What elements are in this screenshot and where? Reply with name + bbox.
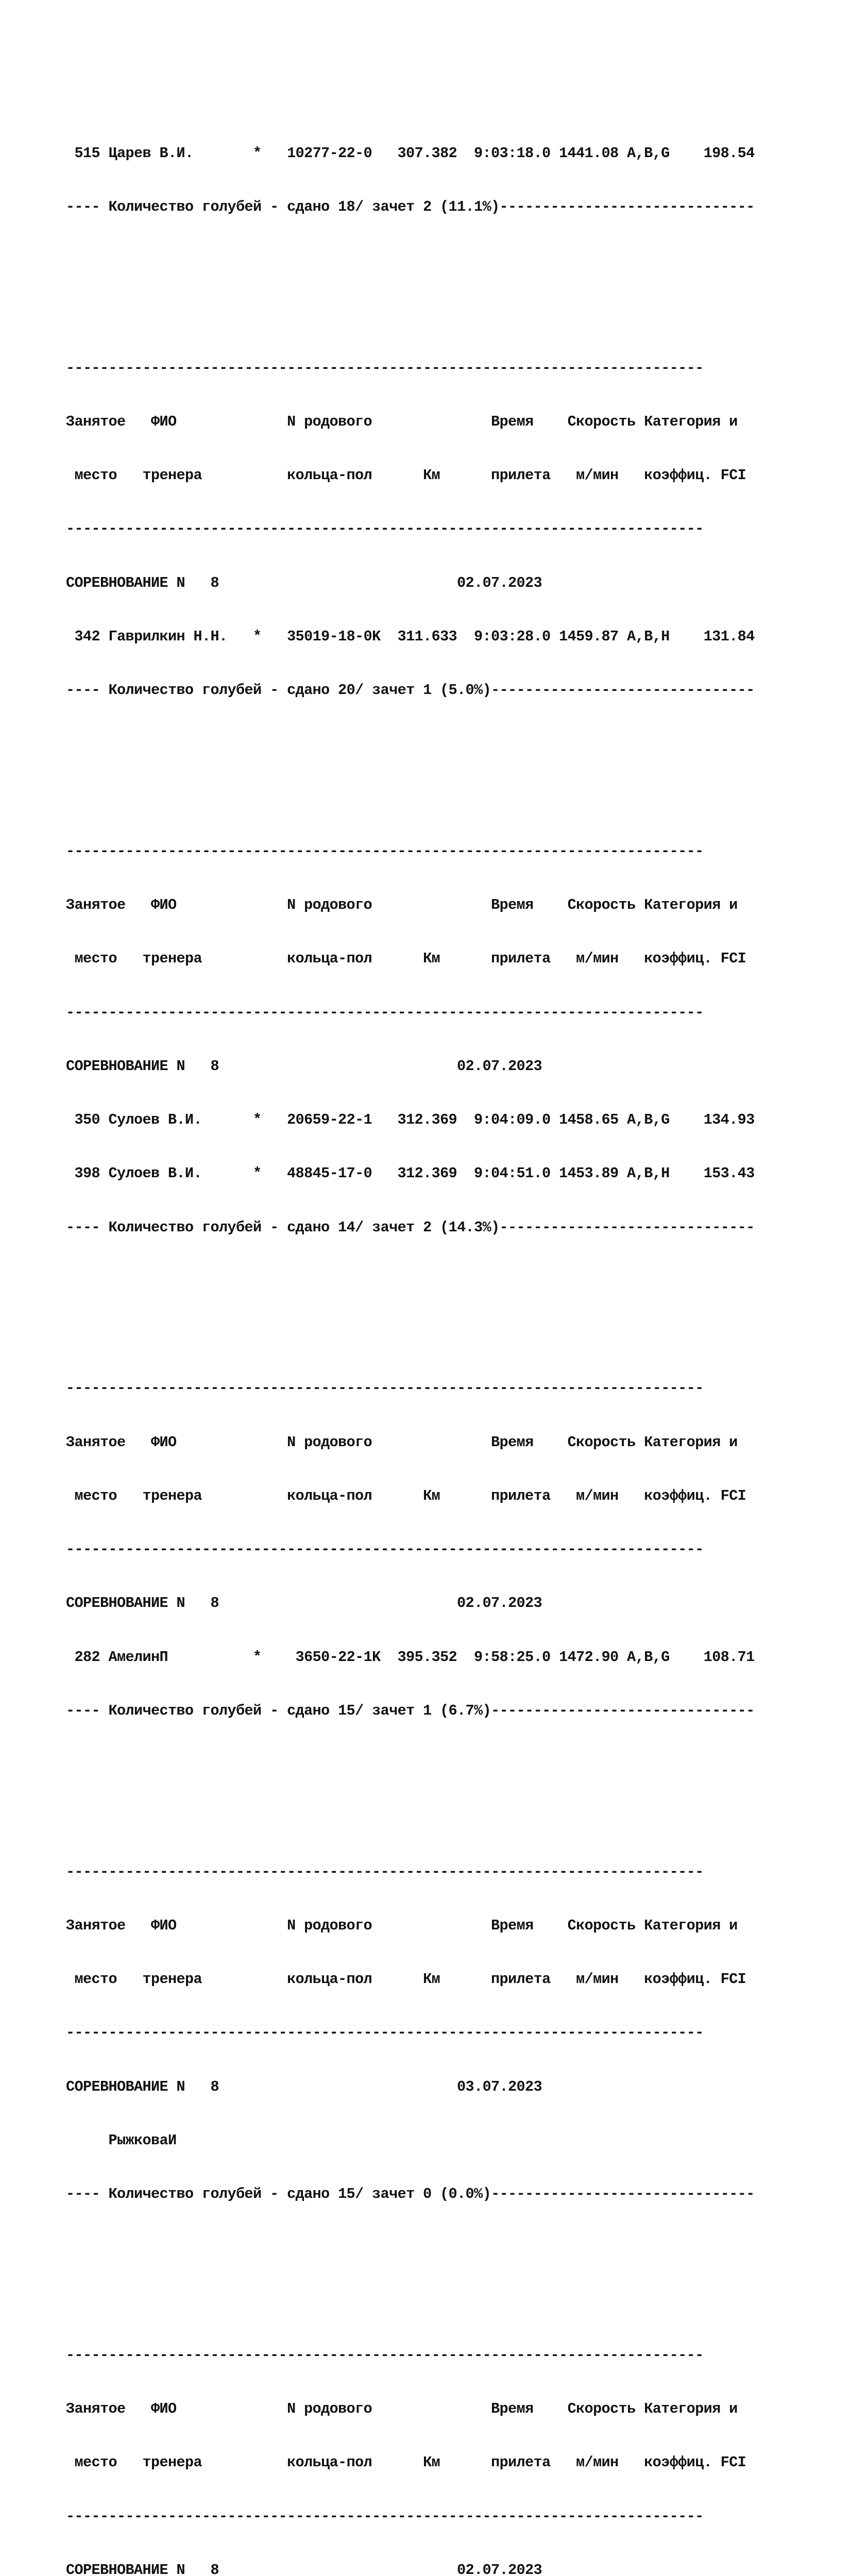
competition-section [66,1344,844,1756]
dash-separator: --------------------------------------------------------------------------- [66,520,704,538]
summary-line: ---- Количество голубей - сдано 15/ зачет 0 (0.0%)------------------------------- [66,2185,755,2202]
summary-line: ---- Количество голубей - сдано 14/ зачет 2 (14.3%)------------------------------ [66,1218,755,1236]
dash-separator: --------------------------------------------------------------------------- [66,1004,704,1021]
competition-section [66,807,844,1273]
result-row: 342 Гаврилкин Н.Н. * 35019-18-0K 311.633 9:03:28.0 1459.87 A,B,H 131.84 [66,628,755,645]
column-header-row2: место тренера кольца-пол Км прилета м/мин коэффиц. FCI [66,467,746,484]
result-row: 398 Сулоев В.И. * 48845-17-0 312.369 9:04:51.0 1453.89 A,B,H 153.43 [66,1165,755,1182]
dash-separator: --------------------------------------------------------------------------- [66,2024,704,2042]
competition-title: СОРЕВНОВАНИЕ N 8 02.07.2023 [66,1057,542,1075]
competition-section [66,1827,844,2239]
column-header-row2: место тренера кольца-пол Км прилета м/мин коэффиц. FCI [66,1487,746,1504]
result-row: 350 Сулоев В.И. * 20659-22-1 312.369 9:04:09.0 1458.65 A,B,G 134.93 [66,1111,755,1128]
dash-separator: --------------------------------------------------------------------------- [66,1863,704,1880]
summary-line: ---- Количество голубей - сдано 18/ зачет 2 (11.1%)------------------------------ [66,198,755,215]
result-row: 282 АмелинП * 3650-22-1K 395.352 9:58:25.0 1472.90 A,B,G 108.71 [66,1648,755,1666]
column-header-row1: Занятое ФИО N родового Время Скорость Категория и [66,1433,738,1451]
column-header-row1: Занятое ФИО N родового Время Скорость Категория и [66,2400,738,2417]
dash-separator: --------------------------------------------------------------------------- [66,2507,704,2525]
dash-separator: --------------------------------------------------------------------------- [66,1541,704,1558]
column-header-row1: Занятое ФИО N родового Время Скорость Категория и [66,413,738,430]
dash-separator: --------------------------------------------------------------------------- [66,359,704,377]
results-report [66,37,844,2576]
competition-section [66,2311,844,2576]
competition-title: СОРЕВНОВАНИЕ N 8 03.07.2023 [66,2078,542,2095]
dash-separator: --------------------------------------------------------------------------- [66,1380,704,1397]
column-header-row1: Занятое ФИО N родового Время Скорость Категория и [66,896,738,913]
result-row: РыжковаИ [66,2131,177,2149]
column-header-row1: Занятое ФИО N родового Время Скорость Категория и [66,1917,738,1934]
competition-title: СОРЕВНОВАНИЕ N 8 02.07.2023 [66,1595,542,1612]
top-block [66,109,844,252]
column-header-row2: место тренера кольца-пол Км прилета м/мин коэффиц. FCI [66,1971,746,1988]
summary-line: ---- Количество голубей - сдано 20/ зачет 1 (5.0%)------------------------------- [66,682,755,699]
summary-line: ---- Количество голубей - сдано 15/ зачет 1 (6.7%)------------------------------- [66,1702,755,1719]
result-row: 515 Царев В.И. * 10277-22-0 307.382 9:03:18.0 1441.08 A,B,G 198.54 [66,144,755,162]
competition-section [66,324,844,735]
competition-title: СОРЕВНОВАНИЕ N 8 02.07.2023 [66,574,542,591]
competition-title: СОРЕВНОВАНИЕ N 8 02.07.2023 [66,2561,542,2576]
dash-separator: --------------------------------------------------------------------------- [66,2346,704,2364]
dash-separator: --------------------------------------------------------------------------- [66,842,704,860]
column-header-row2: место тренера кольца-пол Км прилета м/мин коэффиц. FCI [66,950,746,968]
column-header-row2: место тренера кольца-пол Км прилета м/мин коэффиц. FCI [66,2454,746,2471]
